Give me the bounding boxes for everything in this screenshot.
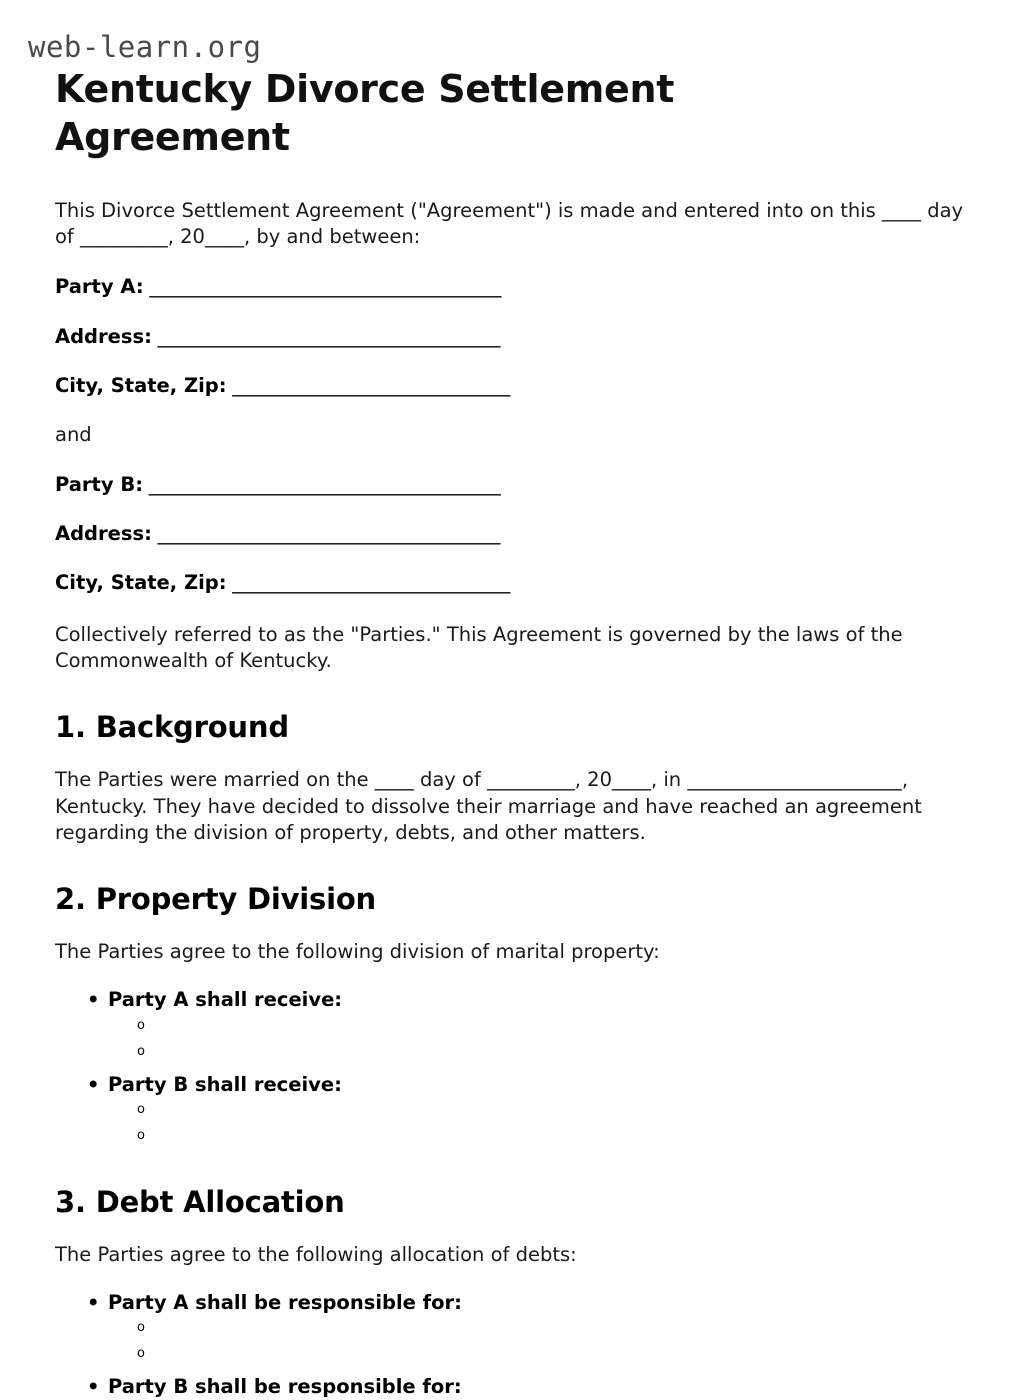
field-party-a-citystatezip: [55, 373, 970, 398]
label-party-b: Party B:: [55, 472, 144, 496]
section-heading-property-division: 2. Property Division: [55, 882, 376, 917]
property-a-blank-list: [108, 1013, 970, 1065]
field-party-b-name: [55, 472, 970, 497]
bullet-icon: •: [87, 1291, 100, 1315]
list-item: [108, 1341, 970, 1367]
list-item: [55, 987, 970, 1064]
field-party-b-address: [55, 521, 970, 546]
intro-paragraph: This Divorce Settlement Agreement ("Agreement") is made and entered into on this ____ day of _________, 20____, by and between:: [55, 198, 964, 249]
list-item: [55, 1072, 970, 1149]
bullet-icon: •: [87, 1072, 100, 1096]
label-party-a: Party A:: [55, 275, 144, 299]
list-item: [55, 1290, 970, 1367]
section-heading-debt-allocation: 3. Debt Allocation: [55, 1184, 345, 1219]
hollow-bullet-icon: o: [137, 1101, 145, 1117]
site-watermark: web-learn.org: [28, 30, 262, 64]
section-paragraph-property-division: The Parties agree to the following division of marital property:: [55, 939, 660, 963]
field-party-b-citystatezip: [55, 570, 970, 595]
list-item: [108, 1039, 970, 1065]
label-party-b-citystatezip: City, State, Zip:: [55, 571, 227, 595]
bullet-icon: •: [87, 1375, 100, 1399]
field-party-a-address: [55, 324, 970, 349]
section-heading-background: 1. Background: [55, 710, 289, 745]
label-party-a-citystatezip: City, State, Zip:: [55, 374, 227, 398]
list-item: [108, 1315, 970, 1341]
hollow-bullet-icon: o: [137, 1346, 145, 1362]
property-division-list: [55, 987, 970, 1149]
field-party-a-name: [55, 274, 970, 299]
list-item: [108, 1013, 970, 1039]
page-title: Kentucky Divorce Settlement Agreement: [55, 67, 675, 159]
bullet-label: Party A shall be responsible for:: [108, 1291, 462, 1315]
debt-allocation-list: [55, 1290, 970, 1400]
label-party-b-address: Address:: [55, 522, 152, 546]
blank-party-a-name[interactable]: ______________________________________: [143, 275, 501, 299]
hollow-bullet-icon: o: [137, 1127, 145, 1143]
bullet-icon: •: [87, 988, 100, 1012]
debt-a-blank-list: [108, 1315, 970, 1367]
bullet-label: Party A shall receive:: [108, 988, 343, 1012]
conjunction-and: and: [55, 423, 92, 447]
list-item: [55, 1374, 970, 1399]
label-party-a-address: Address:: [55, 324, 152, 348]
list-item: [108, 1097, 970, 1123]
hollow-bullet-icon: o: [137, 1017, 145, 1033]
section-paragraph-background: The Parties were married on the ____ day of _________, 20____, in ______________________, Kentucky. They have decided to dissolve their marriage and have reached an agreement regarding the division of property, debts, and other matters.: [55, 768, 922, 844]
bullet-label: Party B shall be responsible for:: [108, 1375, 462, 1399]
blank-party-a-address[interactable]: _____________________________________: [151, 324, 500, 348]
hollow-bullet-icon: o: [137, 1043, 145, 1059]
blank-party-a-citystatezip[interactable]: ______________________________: [226, 374, 510, 398]
blank-party-b-citystatezip[interactable]: ______________________________: [226, 571, 510, 595]
list-item: [108, 1123, 970, 1149]
blank-party-b-name[interactable]: ______________________________________: [143, 472, 501, 496]
section-paragraph-debt-allocation: The Parties agree to the following allocation of debts:: [55, 1242, 577, 1266]
hollow-bullet-icon: o: [137, 1320, 145, 1336]
blank-party-b-address[interactable]: _____________________________________: [151, 522, 500, 546]
property-b-blank-list: [108, 1097, 970, 1149]
bullet-label: Party B shall receive:: [108, 1072, 342, 1096]
collectively-paragraph: Collectively referred to as the "Parties." This Agreement is governed by the laws of the Commonwealth of Kentucky.: [55, 622, 903, 673]
